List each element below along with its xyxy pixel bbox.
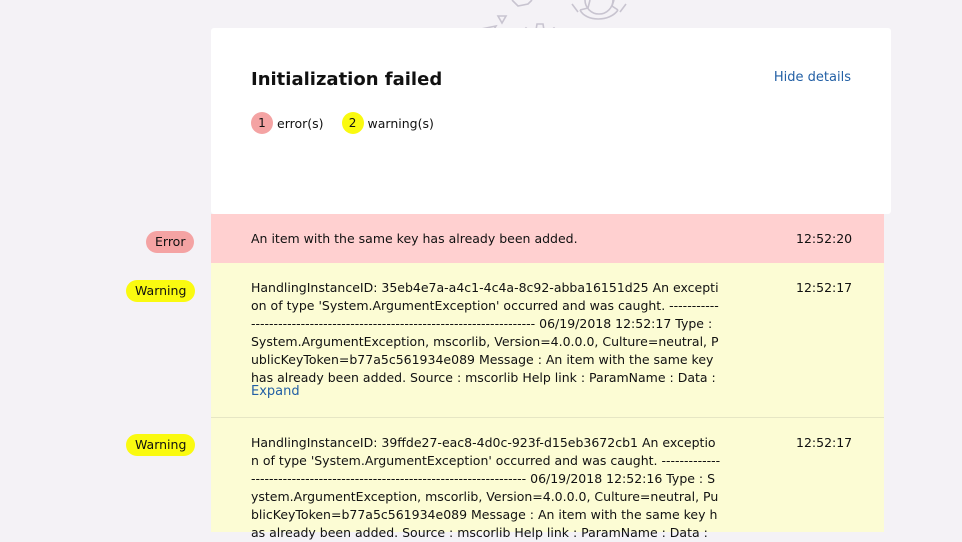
initialization-panel	[211, 28, 891, 214]
log-entry-time: 12:52:17	[796, 280, 853, 295]
page-title: Initialization failed	[251, 69, 443, 90]
log-entry-message: HandlingInstanceID: 35eb4e7a-a4c1-4c4a-8c92-abba16151d25 An exception of type 'System.ArgumentException' occurred and was caught. -------------------------------------------------------------------------- 06/19/2018 12:52:17 Type : System.ArgumentException, mscorlib, Version=4.0.0.0, Culture=neutral, PublicKeyToken=b77a5c561934e089 Message : An item with the same key has already been added. Source : mscorlib Help link : ParamName : Data :	[251, 280, 719, 385]
warning-count-badge: 2	[342, 112, 364, 134]
log-entry-warning	[211, 418, 884, 540]
warning-severity-badge: Warning	[126, 280, 195, 302]
log-entry-message: HandlingInstanceID: 39ffde27-eac8-4d0c-923f-d15eb3672cb1 An exception of type 'System.ArgumentException' occurred and was caught. -------------------------------------------------------------------------- 06/19/2018 12:52:16 Type : System.ArgumentException, mscorlib, Version=4.0.0.0, Culture=neutral, PublicKeyToken=b77a5c561934e089 Message : An item with the same key has already been added. Source : mscorlib Help link : ParamName : Data :	[251, 435, 721, 540]
error-count-label: error(s)	[277, 115, 324, 131]
summary-counts	[251, 112, 452, 134]
warning-count-label: warning(s)	[367, 115, 434, 131]
log-entry-message: An item with the same key has already been added.	[251, 231, 578, 246]
log-entry-warning	[211, 263, 884, 418]
error-severity-badge: Error	[146, 231, 194, 253]
log-entry-error	[211, 214, 884, 263]
hide-details-link[interactable]: Hide details	[773, 70, 851, 85]
expand-link[interactable]: Expand	[251, 384, 300, 399]
log-entry-time: 12:52:20	[796, 231, 853, 246]
log-entry-time: 12:52:17	[796, 435, 853, 450]
warning-severity-badge: Warning	[126, 434, 195, 456]
error-count-badge: 1	[251, 112, 273, 134]
